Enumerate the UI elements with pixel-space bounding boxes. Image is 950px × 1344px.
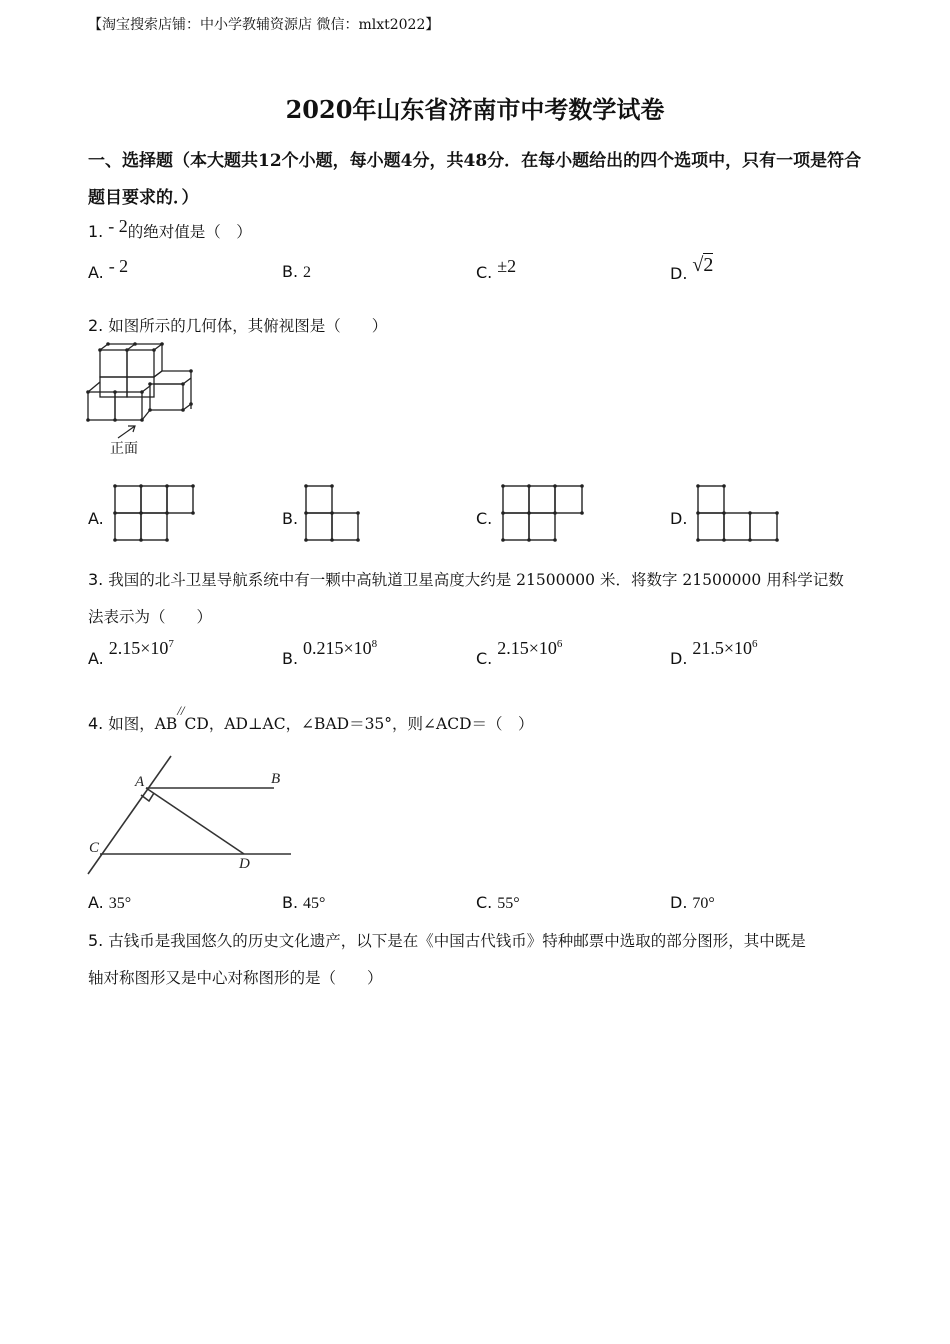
point-c-label: C bbox=[89, 840, 100, 856]
right-angle-mark bbox=[141, 793, 154, 801]
q3-option-a: A. $2.15\times 10^7$ bbox=[88, 638, 174, 668]
q2-option-c-label: C. bbox=[476, 509, 493, 528]
q2-figure-label: 正面 bbox=[110, 441, 138, 457]
question-number: 1. bbox=[88, 222, 104, 241]
q1-option-b: B. 2 bbox=[282, 262, 311, 281]
question-5: 5. 古钱币是我国悠久的历史文化遗产，以下是在《中国古代钱币》特种邮票中选取的部分图形，其中既是 bbox=[88, 931, 806, 950]
question-expression: - 2 bbox=[108, 216, 128, 236]
q1-option-c: C. ±2 bbox=[476, 256, 517, 282]
q3-option-c: C. $2.15\times 10^6$ bbox=[476, 638, 563, 668]
q4-geometry-figure bbox=[86, 752, 296, 882]
q2-option-a-figure bbox=[114, 485, 196, 543]
q4-option-b: B. 45° bbox=[282, 893, 326, 912]
q1-option-a: A. - 2 bbox=[88, 256, 129, 282]
question-2: 2. 如图所示的几何体，其俯视图是（ ） bbox=[88, 316, 388, 335]
line-ad bbox=[146, 788, 244, 854]
line-ac bbox=[88, 756, 171, 874]
question-3: 3. 我国的北斗卫星导航系统中有一颗中高轨道卫星高度大约是 21500000 米．将数字 21500000 用科学记数 bbox=[88, 570, 844, 589]
q4-option-c: C. 55° bbox=[476, 893, 520, 912]
page-title: 2020年山东省济南市中考数学试卷 bbox=[285, 95, 665, 124]
q2-option-b-figure bbox=[305, 485, 363, 543]
page-header: 【淘宝搜索店铺：中小学教辅资源店 微信：mlxt2022】 bbox=[88, 17, 440, 33]
front-arrow-icon bbox=[118, 426, 135, 438]
q3-option-b: B. $0.215\times 10^8$ bbox=[282, 638, 378, 668]
q2-option-d-figure bbox=[697, 485, 781, 543]
question-1 bbox=[88, 216, 252, 242]
question-text-line1: 我国的北斗卫星导航系统中有一颗中高轨道卫星高度大约是 21500000 米．将数字 21500000 用科学记数 bbox=[108, 571, 844, 589]
question-text: 的绝对值是（ ） bbox=[127, 223, 252, 241]
q2-option-c-figure bbox=[502, 485, 586, 543]
q2-option-b-label: B. bbox=[282, 509, 299, 528]
question-3-line2: 法表示为（ ） bbox=[88, 608, 213, 626]
section-heading: 一、选择题（本大题共12个小题，每小题4分，共48分．在每小题给出的四个选项中，只有一项是符合题目要求的．） bbox=[88, 151, 862, 208]
q4-option-a: A. 35° bbox=[88, 893, 132, 912]
question-text-line1: 古钱币是我国悠久的历史文化遗产，以下是在《中国古代钱币》特种邮票中选取的部分图形，其中既是 bbox=[108, 932, 806, 950]
question-4: 4. 如图，AB//CD，AD⊥AC，∠BAD＝35°，则∠ACD＝（ ） bbox=[88, 703, 534, 733]
parallel-symbol: // bbox=[177, 703, 185, 718]
question-text: 如图所示的几何体，其俯视图是（ ） bbox=[108, 317, 388, 335]
q2-option-d-label: D. bbox=[670, 509, 688, 528]
radical-icon: √ bbox=[692, 254, 704, 276]
q2-solid-figure bbox=[80, 340, 200, 460]
point-a-label: A bbox=[135, 774, 145, 790]
q1-option-d: D. √2 bbox=[670, 254, 714, 283]
q2-option-a-label: A. bbox=[88, 509, 104, 528]
q3-option-d: D. $21.5\times 10^6$ bbox=[670, 638, 758, 668]
q4-option-d: D. 70° bbox=[670, 893, 715, 912]
point-d-label: D bbox=[239, 856, 250, 872]
point-b-label: B bbox=[271, 771, 281, 787]
question-5-line2: 轴对称图形又是中心对称图形的是（ ） bbox=[88, 969, 383, 987]
sqrt-symbol: √2 bbox=[692, 254, 714, 276]
